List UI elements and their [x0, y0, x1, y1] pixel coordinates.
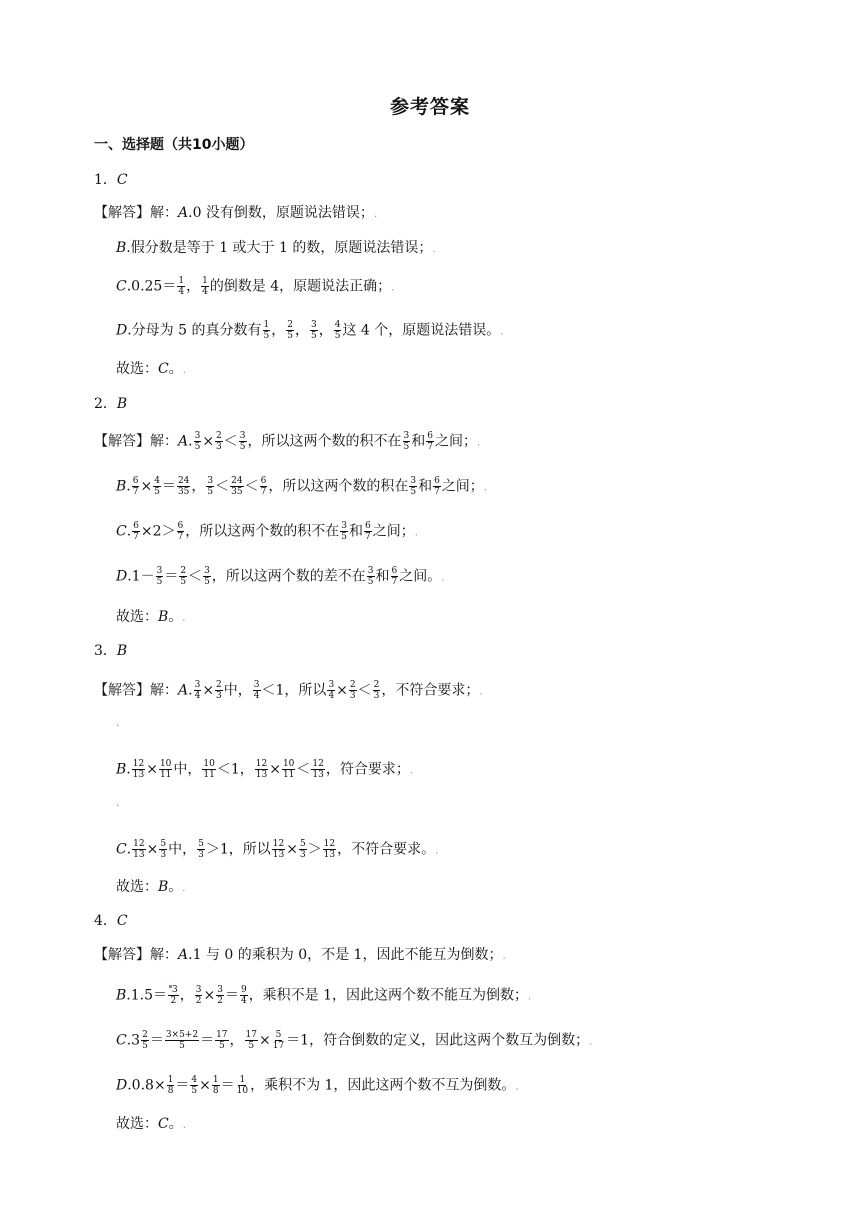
q4-line-c: C.3 $\frac{2}{5}$ ＝ $\frac{3\times 5+2}{5}$ ＝ $\frac{17}{5}$ ， $\frac{17}{5}$ × $\frac{5}{17}$ ＝1，符合倒数的定义，因此这两个数互为倒数；.	[116, 1030, 593, 1051]
q3-line-a: 【解答】解：A. $\frac{3}{4}$ × $\frac{2}{3}$ 中， $\frac{3}{4}$ ＜1，所以 $\frac{3}{4}$ × $\frac{2}{3}$ ＜ $\frac{2}{3}$ ，不符合要求；.	[94, 680, 483, 701]
q4-line-a: 【解答】解：A.1 与 0 的乘积为 0，不是 1，因此不能互为倒数；.	[94, 947, 506, 963]
q4-conclusion: 故选：C。.	[116, 1116, 186, 1132]
q3-conclusion: 故选：B。.	[116, 879, 186, 895]
q2-conclusion: 故选：B。.	[116, 609, 186, 625]
q1-line-b: B.假分数是等于 1 或大于 1 的数，原题说法错误；.	[116, 240, 436, 256]
q4-line-b: B.1.5＝ $\frac{3}{2}$ ， $\frac{3}{2}$ × $\frac{3}{2}$ ＝ $\frac{9}{4}$ ，乘积不是 1，因此这两个数不能互为倒数；.	[116, 985, 532, 1006]
question-4-header: 4．C	[94, 913, 128, 929]
q3-line-c: C. $\frac{12}{13}$ × $\frac{5}{3}$ 中， $\frac{5}{3}$ ＞1，所以 $\frac{12}{13}$ × $\frac{5}{3}$ ＞ $\frac{12}{13}$ ，不符合要求。.	[116, 839, 439, 860]
question-2-header: 2．B	[94, 396, 128, 412]
q2-line-d: D.1－ $\frac{3}{5}$ ＝ $\frac{2}{5}$ ＜ $\frac{3}{5}$ ，所以这两个数的差不在 $\frac{3}{5}$ 和 $\frac{6}{7}$ 之间。.	[116, 566, 445, 587]
q1-line-c: C.0.25＝ $\frac{1}{4}$ ， $\frac{1}{4}$ 的倒数是 4，原题说法正确；.	[116, 276, 395, 297]
question-1-header: 1．C	[94, 172, 128, 188]
q2-line-b: B. $\frac{6}{7}$ × $\frac{4}{5}$ ＝ $\frac{24}{35}$ ， $\frac{3}{5}$ ＜ $\frac{24}{35}$ ＜ $\frac{6}{7}$ ，所以这两个数的积在 $\frac{3}{5}$ 和 $\frac{6}{7}$ 之间；.	[116, 476, 487, 497]
q1-conclusion: 故选：C。.	[116, 361, 186, 377]
q1-line-d: D.分母为 5 的真分数有 $\frac{1}{5}$ ， $\frac{2}{5}$ ， $\frac{3}{5}$ ， $\frac{4}{5}$ 这 4 个，原题说法错误。.	[116, 320, 504, 341]
q3-line-b: B. $\frac{12}{13}$ × $\frac{10}{11}$ 中， $\frac{10}{11}$ ＜1， $\frac{12}{13}$ × $\frac{10}{11}$ ＜ $\frac{12}{13}$ ，符合要求；.	[116, 759, 414, 780]
section-heading: 一、选择题（共10小题）	[94, 137, 254, 153]
q4-line-d: D.0.8× $\frac{1}{8}$ ＝ $\frac{4}{5}$ × $\frac{1}{8}$ ＝ $\frac{1}{10}$ ，乘积不为 1，因此这两个数不互为倒数。.	[116, 1075, 519, 1096]
q2-line-a: 【解答】解：A. $\frac{3}{5}$ × $\frac{2}{3}$ ＜ $\frac{3}{5}$ ，所以这两个数的积不在 $\frac{3}{5}$ 和 $\frac{6}{7}$ 之间；.	[94, 431, 481, 452]
stray-dot: .	[116, 798, 120, 809]
q1-line-a: 【解答】解：A.0 没有倒数，原题说法错误；.	[94, 205, 378, 221]
stray-dot: .	[116, 718, 120, 729]
page-title: 参考答案	[389, 96, 470, 118]
q2-line-c: C. $\frac{6}{7}$ ×2＞ $\frac{6}{7}$ ，所以这两个数的积不在 $\frac{3}{5}$ 和 $\frac{6}{7}$ 之间；.	[116, 521, 418, 542]
question-3-header: 3．B	[94, 643, 128, 659]
